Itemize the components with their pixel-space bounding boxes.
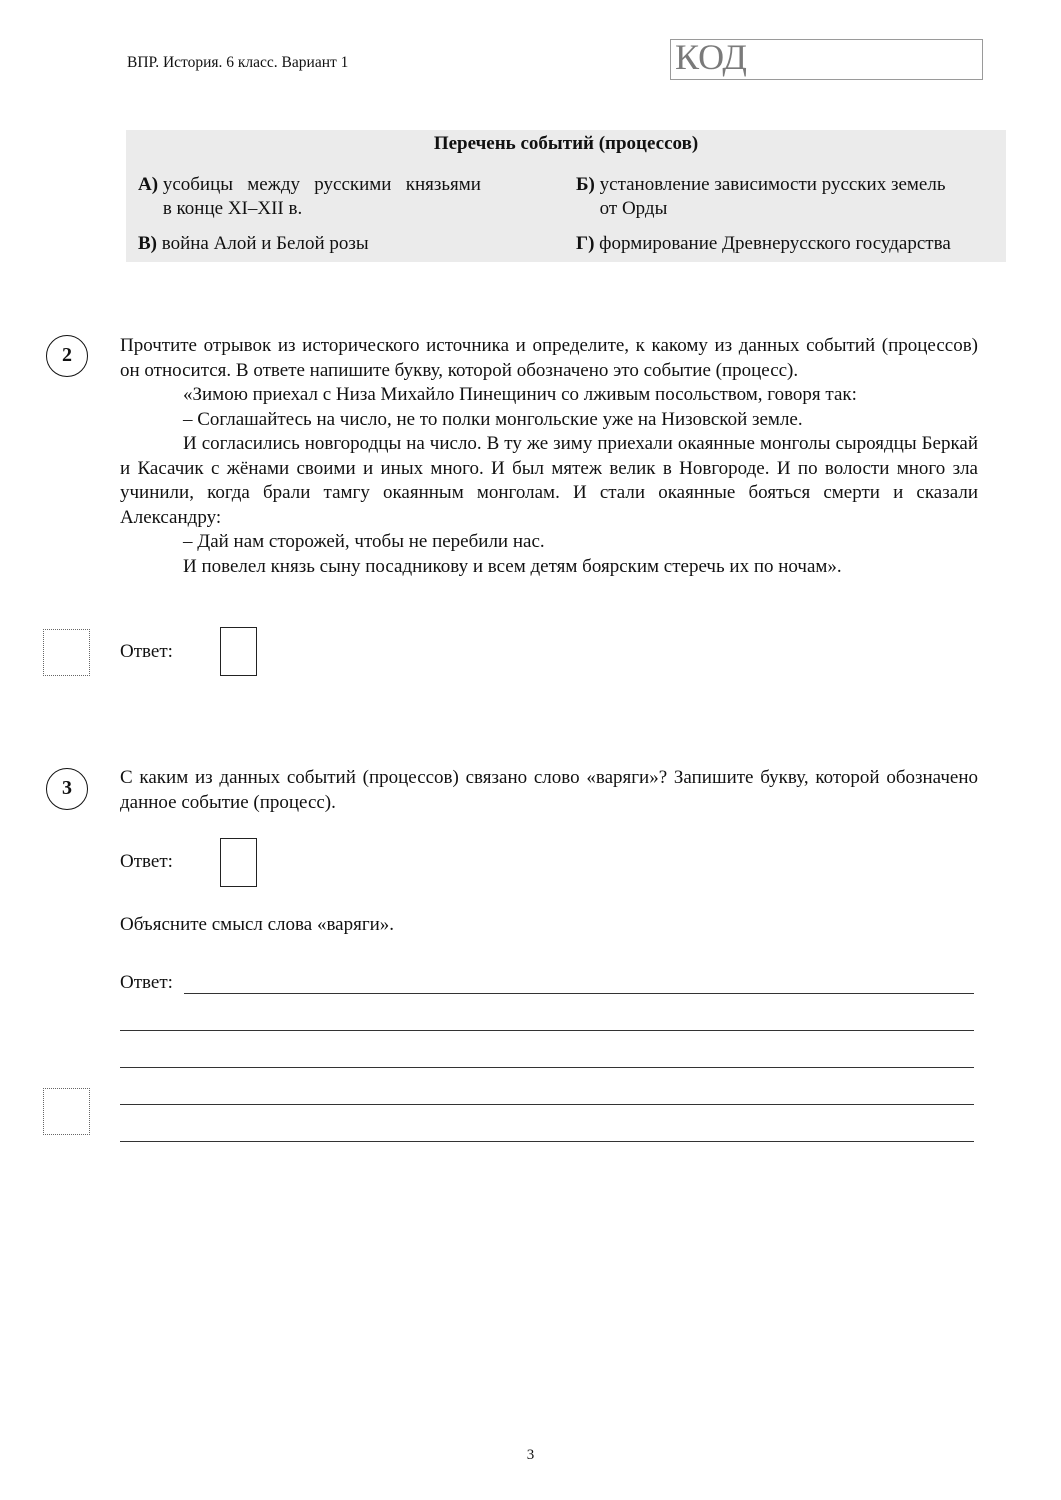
code-label: КОД: [675, 37, 747, 77]
task-3-instruction: С каким из данных событий (процессов) связано слово «варяги»? Запишите букву, которой обозначено данное событие (процесс).: [120, 767, 978, 813]
quote-line: И согласились новгородцы на число. В ту же зиму приехали окаянные монголы сыроядцы Беркай и Касачик с жёнами своими и иных много. И был мятеж велик в Новгороде. И по волости много зла учинили, когда брали тамгу окаянным монголам. И стали окаянные бояться смерти и сказали Александру:: [120, 433, 978, 528]
event-item-g: [576, 232, 951, 256]
quote-line: – Дай нам сторожей, чтобы не перебили нас.: [183, 531, 545, 552]
answer-line[interactable]: [120, 1104, 974, 1105]
page-number: 3: [526, 1447, 535, 1463]
events-list-title: Перечень событий (процессов): [433, 133, 699, 154]
answer-line[interactable]: [120, 1141, 974, 1142]
answer-line[interactable]: [184, 993, 974, 994]
task-2-instruction: Прочтите отрывок из исторического источника и определите, к какому из данных событий (процессов) он относится. В ответе напишите букву, которой обозначено это событие (процесс).: [120, 335, 978, 381]
event-text: установление зависимости русских земель от Орды: [599, 174, 946, 219]
task-2-answer-cell[interactable]: [220, 627, 257, 676]
task-3-number-badge: 3: [46, 768, 88, 810]
events-list-panel: [126, 130, 1006, 262]
header-title: ВПР. История. 6 класс. Вариант 1: [127, 54, 349, 71]
event-text: формирование Древнерусского государства: [599, 233, 951, 254]
event-item-a: [138, 173, 481, 221]
event-text: усобицы между русскими князьями в конце XI–XII в.: [162, 174, 481, 219]
event-letter: А): [138, 174, 159, 195]
answer-line[interactable]: [120, 1067, 974, 1068]
event-item-b: [576, 173, 946, 221]
quote-line: – Соглашайтесь на число, не то полки монгольские уже на Низовской земле.: [183, 408, 803, 430]
answer-line[interactable]: [120, 1030, 974, 1031]
task-3-answer-cell[interactable]: [220, 838, 257, 887]
task-3-explain-prompt: Объясните смысл слова «варяги».: [120, 914, 395, 935]
task-3-score-box: [43, 1088, 90, 1135]
event-letter: Г): [576, 233, 595, 254]
task-2-body: [120, 334, 978, 579]
task-2-score-box: [43, 629, 90, 676]
quote-line: «Зимою приехал с Низа Михайло Пинещинич со лживым посольством, говоря так:: [183, 384, 857, 405]
quote-line: И повелел князь сыну посадникову и всем детям боярским стеречь их по ночам».: [183, 555, 842, 577]
code-field[interactable]: [670, 39, 983, 80]
task-2-answer-label: Ответ:: [120, 641, 173, 662]
event-item-v: [138, 232, 369, 256]
event-letter: Б): [576, 174, 595, 195]
task-3-answer-label: Ответ:: [120, 851, 173, 872]
event-letter: В): [138, 233, 157, 254]
event-text: война Алой и Белой розы: [161, 233, 369, 254]
task-3-explain-answer-label: Ответ:: [120, 972, 173, 993]
task-2-number-badge: 2: [46, 335, 88, 377]
